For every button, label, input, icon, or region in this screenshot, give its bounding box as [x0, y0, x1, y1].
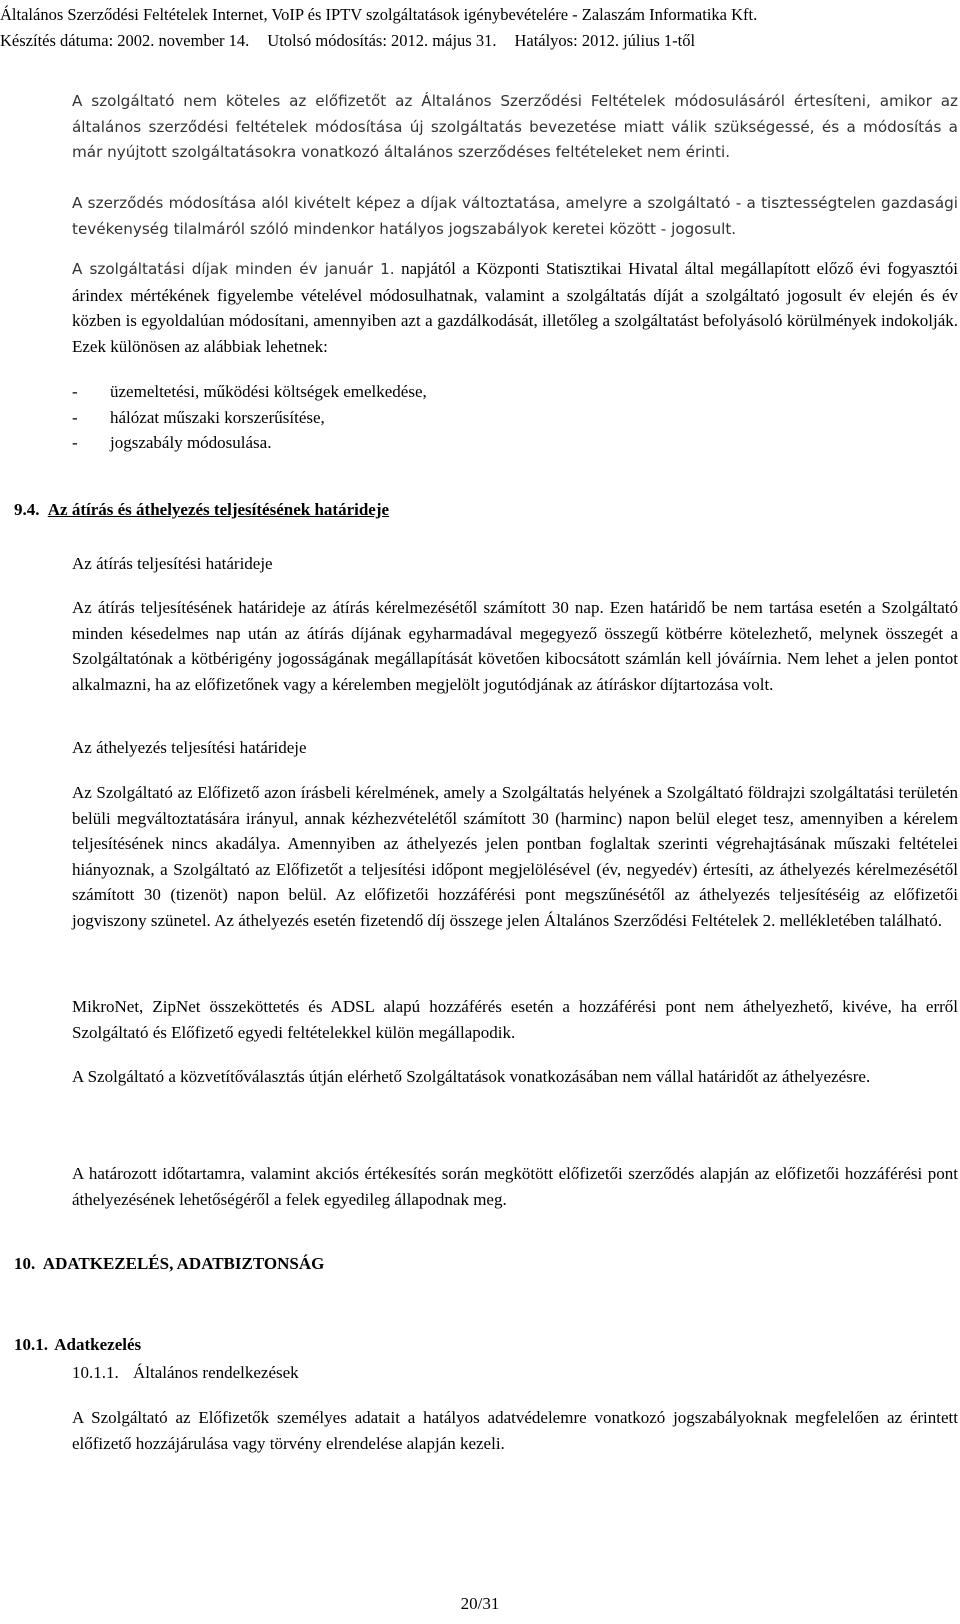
header-effective-date: Hatályos: 2012. július 1-től [514, 31, 696, 50]
cost-factors-list [72, 379, 958, 456]
paragraph-fee-change: A szerződés módosítása alól kivételt képez a díjak változtatása, amelyre a szolgáltató - a tisztességtelen gazdasági tevékenység tilalmáról szóló mindenkor hatályos jogszabályok keretei között - jogosult. [72, 194, 958, 238]
section-10-1-1-title: Általános rendelkezések [133, 1363, 299, 1382]
paragraph-transfer-deadline: Az átírás teljesítésének határideje az átírás kérelmezésétől számított 30 nap. Ezen határidő be nem tartása esetén a Szolgáltató minden késedelmes nap után az átírás díjának egyharmadával megegyező összegű kötbérre kötelezhető, melynek összegét a Szolgáltatónak a kötbérigény jogosságának megállapítását követően kibocsátott számlán kell jóváírnia. Nem lehet a jelen pontot alkalmazni, ha az előfizetőnek vagy a kérelemben megjelölt jogutódjának az átíráskor díjtartozása volt. [72, 598, 958, 694]
header-document-title: Általános Szerződési Feltételek Internet, VoIP és IPTV szolgáltatások igénybevételére - Zalaszám Informatika Kft. [0, 5, 758, 24]
page-header [0, 2, 960, 54]
list-item: - jogszabály módosulása. [72, 433, 272, 453]
list-item: - üzemeltetési, működési költségek emelkedése, [72, 382, 427, 401]
paragraph-fixed-term: A határozott időtartamra, valamint akciós értékesítés során megkötött előfizetői szerződés alapján az előfizetői hozzáférési pont áthelyezésének lehetőségéről a felek egyedileg állapodnak meg. [72, 1164, 958, 1209]
subsection-transfer-title: Az átírás teljesítési határideje [72, 554, 273, 573]
paragraph-data-handling: A Szolgáltató az Előfizetők személyes adatait a hatályos adatvédelemre vonatkozó jogszabályoknak megfelelően az érintett előfizető hozzájárulása vagy törvény elrendelése alapján kezeli. [72, 1408, 958, 1453]
section-10-1-1-number: 10.1.1. [72, 1363, 119, 1382]
section-10-1-title: Adatkezelés [54, 1335, 142, 1354]
section-9-4-heading [14, 497, 389, 522]
paragraph-relocation-deadline: Az Szolgáltató az Előfizető azon írásbeli kérelmének, amely a Szolgáltatás helyének a Szolgáltató földrajzi szolgáltatási területén belüli megváltoztatására irányul, annak kézhezvételétől számított 30 (harminc) napon belül eleget tesz, amennyiben a kérelem teljesítésének nincs akadálya. Amennyiben az áthelyezés jelen pontban foglaltak szerinti végrehajtásának műszaki feltételei hiányoznak, a Szolgáltató az Előfizetőt a teljesítési időpont megjelölésével (év, negyedév) értesíti, az áthelyezés kérelmezésétől számított 30 (tizenöt) napon belül. Az előfizetői hozzáférési pont megszűnésétől az áthelyezés teljesítéséig az előfizetői jogviszony szünetel. Az áthelyezés esetén fizetendő díj összege jelen Általános Szerződési Feltételek 2. mellékletében található. [72, 783, 958, 930]
paragraph-carrier-selection: A Szolgáltató a közvetítőválasztás útján elérhető Szolgáltatások vonatkozásában nem vállal határidőt az áthelyezésre. [72, 1067, 871, 1086]
section-9-4-number: 9.4. [14, 500, 40, 519]
section-10-1-number: 10.1. [14, 1335, 48, 1354]
section-9-4-title: Az átírás és áthelyezés teljesítésének határideje [47, 500, 390, 519]
paragraph-fee-indexation [72, 256, 958, 359]
section-10-heading: 10. ADATKEZELÉS, ADATBIZTONSÁG [14, 1254, 325, 1273]
list-item: - hálózat műszaki korszerűsítése, [72, 407, 325, 427]
fee-indexation-body: napjától a Központi Statisztikai Hivatal által megállapított előző évi fogyasztói árindex mértékének figyelembe vételével módosulhatnak, valamint a szolgáltatás díját a szolgáltató jogosult év elején és év közben is egyoldalúan módosítani, amennyiben azt a gazdálkodását, illetőleg a szolgáltatást befolyásoló körülmények indokolják. Ezek különösen az alábbiak lehetnek: [72, 259, 959, 356]
subsection-relocation-title: Az áthelyezés teljesítési határideje [72, 738, 307, 757]
fee-indexation-lead: A szolgáltatási díjak minden év január 1. [72, 260, 395, 278]
section-10-1-1-heading [72, 1360, 299, 1385]
paragraph-notification-exception: A szolgáltató nem köteles az előfizetőt az Általános Szerződési Feltételek módosulásáról értesíteni, amikor az általános szerződési feltételek módosítása új szolgáltatás bevezetése miatt válik szükségessé, és a módosítás a már nyújtott szolgáltatásokra vonatkozó általános szerződéses feltételeket nem érinti. [72, 92, 958, 161]
header-modified-date: Utolsó módosítás: 2012. május 31. [267, 31, 497, 50]
header-created-date: Készítés dátuma: 2002. november 14. [0, 31, 250, 50]
page-number: 20/31 [460, 1594, 500, 1613]
section-10-1-heading [14, 1332, 141, 1357]
header-dates [0, 28, 960, 54]
paragraph-mikronet: MikroNet, ZipNet összeköttetés és ADSL alapú hozzáférés esetén a hozzáférési pont nem áthelyezhető, kivéve, ha erről Szolgáltató és Előfizető egyedi feltételekkel külön megállapodik. [72, 997, 958, 1042]
